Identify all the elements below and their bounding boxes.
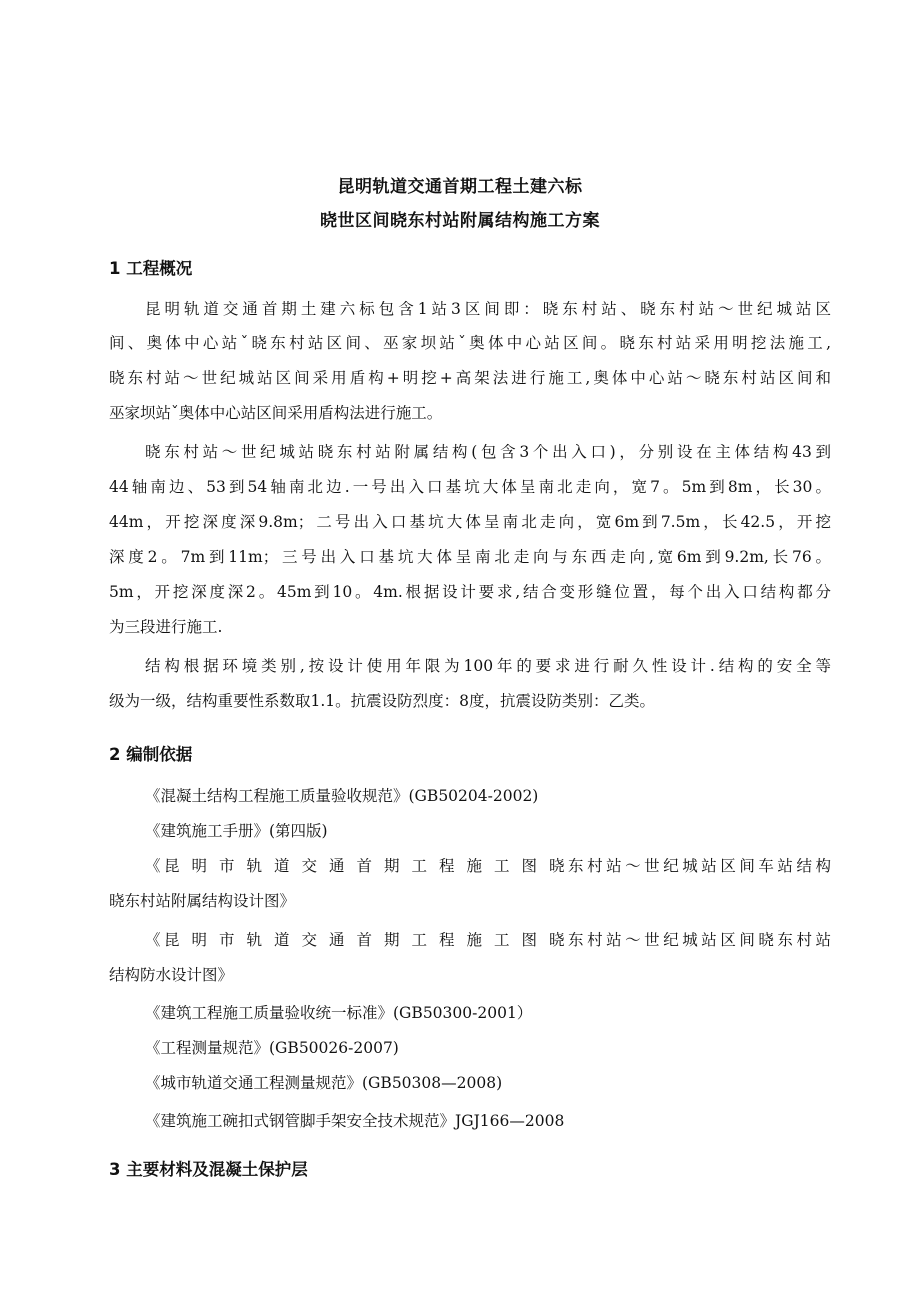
paragraph-line: 为三段进行施工. [109, 618, 223, 636]
paragraph-line: 级为一级，结构重要性系数取1.1。抗震设防烈度：8度，抗震设防类别：乙类。 [109, 692, 656, 710]
paragraph-line: 晓东村站～世纪城站区间采用盾构+明挖+高架法进行施工,奥体中心站～晓东村站区间和 [109, 369, 831, 387]
section-heading-materials: 3 主要材料及混凝土保护层 [109, 1160, 308, 1179]
paragraph-line: 44m，开挖深度深9.8m；二号出入口基坑大体呈南北走向，宽6m到7.5m，长42.5，开挖 [109, 513, 831, 531]
document-title-line-1: 昆明轨道交通首期工程土建六标 [337, 177, 583, 197]
reference-item: 《工程测量规范》(GB50026-2007) [145, 1039, 399, 1057]
reference-item: 《昆 明 市 轨 道 交 通 首 期 工 程 施 工 图 晓东村站～世纪城站区间车站结构 [145, 857, 831, 875]
reference-item: 《建筑工程施工质量验收统一标准》(GB50300-2001） [145, 1004, 533, 1022]
paragraph-line: 晓东村站～世纪城站晓东村站附属结构(包含3个出入口)，分别设在主体结构43到 [145, 443, 831, 461]
reference-item-continuation: 晓东村站附属结构设计图》 [109, 892, 296, 910]
reference-item: 《昆 明 市 轨 道 交 通 首 期 工 程 施 工 图 晓东村站～世纪城站区间晓东村站 [145, 931, 831, 949]
reference-item: 《建筑施工碗扣式钢管脚手架安全技术规范》JGJ166—2008 [145, 1112, 565, 1130]
section-heading-overview: 1 工程概况 [109, 259, 193, 278]
section-heading-basis: 2 编制依据 [109, 745, 193, 764]
paragraph-line: 结构根据环境类别,按设计使用年限为100年的要求进行耐久性设计.结构的安全等 [145, 657, 831, 675]
paragraph-line: 44轴南边、53到54轴南北边.一号出入口基坑大体呈南北走向，宽7。5m到8m，长30。 [109, 478, 831, 496]
paragraph-line: 巫家坝站ˇ奥体中心站区间采用盾构法进行施工。 [109, 404, 443, 422]
paragraph-line: 深度2。7m到11m；三号出入口基坑大体呈南北走向与东西走向,宽6m到9.2m,长76。 [109, 548, 831, 566]
reference-item: 《城市轨道交通工程测量规范》(GB50308—2008) [145, 1074, 503, 1092]
reference-item: 《建筑施工手册》(第四版) [145, 822, 328, 840]
paragraph-line: 昆明轨道交通首期土建六标包含1站3区间即：晓东村站、晓东村站～世纪城站区 [145, 300, 831, 318]
reference-item: 《混凝土结构工程施工质量验收规范》(GB50204-2002) [145, 787, 539, 805]
document-title-line-2: 晓世区间晓东村站附属结构施工方案 [320, 211, 600, 231]
paragraph-line: 5m，开挖深度深2。45m到10。4m.根据设计要求,结合变形缝位置，每个出入口结构都分 [109, 583, 831, 601]
reference-item-continuation: 结构防水设计图》 [109, 966, 234, 984]
paragraph-line: 间、奥体中心站ˇ晓东村站区间、巫家坝站ˇ奥体中心站区间。晓东村站采用明挖法施工, [109, 334, 831, 352]
